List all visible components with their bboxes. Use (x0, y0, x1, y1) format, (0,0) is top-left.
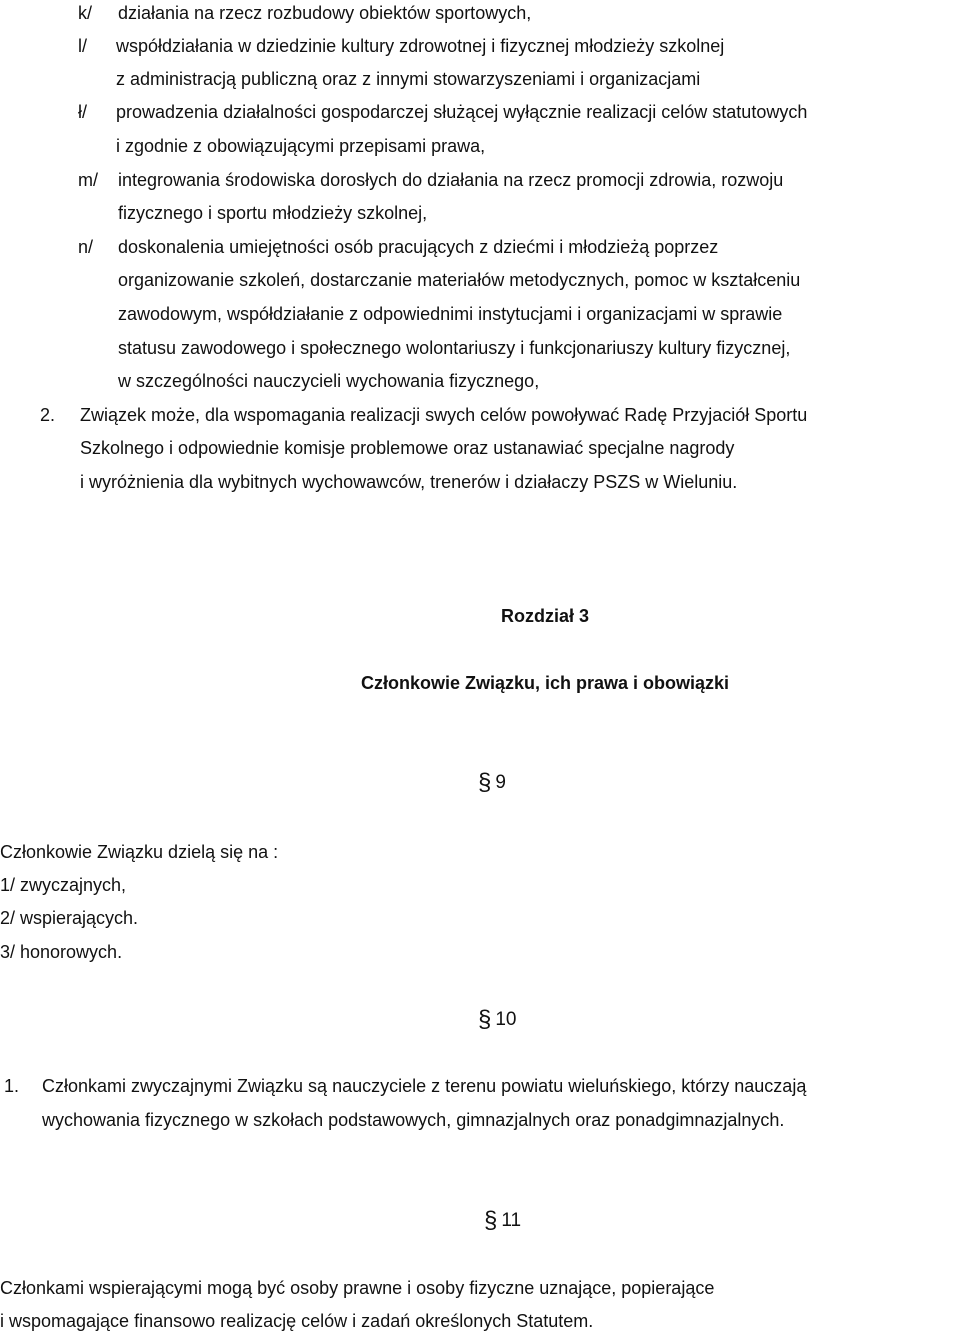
section-11-line-2: i wspomagające finansowo realizację celów i zadań określonych Statutem. (0, 1311, 594, 1331)
section-11-number: 11 (501, 1210, 522, 1231)
section-9-number: 9 (495, 772, 506, 793)
section-sign-icon: § (478, 1006, 492, 1033)
list-item-n-line-4: statusu zawodowego i społecznego wolontariuszy i funkcjonariuszy kultury fizycznej, (118, 338, 791, 358)
chapter-subtitle: Członkowie Związku, ich prawa i obowiązki (360, 673, 730, 693)
list-item-m-line-1: integrowania środowiska dorosłych do działania na rzecz promocji zdrowia, rozwoju (118, 170, 784, 190)
chapter-title: Rozdział 3 (500, 606, 589, 626)
section-9-line-3: 2/ wspierających. (0, 908, 139, 928)
list-item-l-line-2: z administracją publiczną oraz z innymi stowarzyszeniami i organizacjami (116, 69, 701, 89)
section-sign-icon: § (478, 769, 492, 796)
section-9-line-2: 1/ zwyczajnych, (0, 875, 127, 895)
list-item-n-line-3: zawodowym, współdziałanie z odpowiednimi instytucjami i organizacjami w sprawie (118, 304, 783, 324)
section-11-heading (484, 1209, 521, 1233)
section-9-line-1: Członkowie Związku dzielą się na : (0, 842, 279, 862)
point-2-line-3: i wyróżnienia dla wybitnych wychowawców, trenerów i działaczy PSZS w Wieluniu. (80, 472, 738, 492)
list-item-n-line-2: organizowanie szkoleń, dostarczanie materiałów metodycznych, pomoc w kształceniu (118, 270, 801, 290)
list-marker-m: m/ (78, 170, 98, 190)
list-item-n-line-1: doskonalenia umiejętności osób pracujących z dziećmi i młodzieżą poprzez (118, 237, 719, 257)
point-2-line-2: Szkolnego i odpowiednie komisje problemowe oraz ustanawiać specjalne nagrody (80, 438, 735, 458)
section-11-line-1: Członkami wspierającymi mogą być osoby prawne i osoby fizyczne uznające, popierające (0, 1278, 715, 1298)
list-marker-l: l/ (78, 36, 87, 56)
list-item-l-stroke-line-2: i zgodnie z obowiązującymi przepisami prawa, (116, 136, 486, 156)
point-2-line-1: Związek może, dla wspomagania realizacji swych celów powoływać Radę Przyjaciół Sportu (80, 405, 808, 425)
list-item-l-line-1: współdziałania w dziedzinie kultury zdrowotnej i fizycznej młodzieży szkolnej (116, 36, 725, 56)
section-10-line-1: Członkami zwyczajnymi Związku są nauczyciele z terenu powiatu wieluńskiego, którzy nauczają (42, 1076, 807, 1096)
list-item-l-stroke-line-1: prowadzenia działalności gospodarczej służącej wyłącznie realizacji celów statutowych (116, 102, 808, 122)
list-marker-l-stroke: ł/ (78, 102, 87, 122)
section-10-line-2: wychowania fizycznego w szkołach podstawowych, gimnazjalnych oraz ponadgimnazjalnych. (42, 1110, 785, 1130)
point-2-marker: 2. (40, 405, 56, 425)
list-marker-k: k/ (78, 3, 93, 23)
section-10-number: 10 (495, 1009, 517, 1030)
section-10-heading (478, 1008, 517, 1032)
section-10-marker: 1. (4, 1076, 20, 1096)
section-9-line-4: 3/ honorowych. (0, 942, 123, 962)
list-item-n-line-5: w szczególności nauczycieli wychowania fizycznego, (118, 371, 540, 391)
section-9-heading (478, 771, 506, 795)
list-marker-n: n/ (78, 237, 94, 257)
list-item-m-line-2: fizycznego i sportu młodzieży szkolnej, (118, 203, 428, 223)
list-item-k-line-1: działania na rzecz rozbudowy obiektów sportowych, (118, 3, 532, 23)
section-sign-icon: § (484, 1207, 498, 1234)
